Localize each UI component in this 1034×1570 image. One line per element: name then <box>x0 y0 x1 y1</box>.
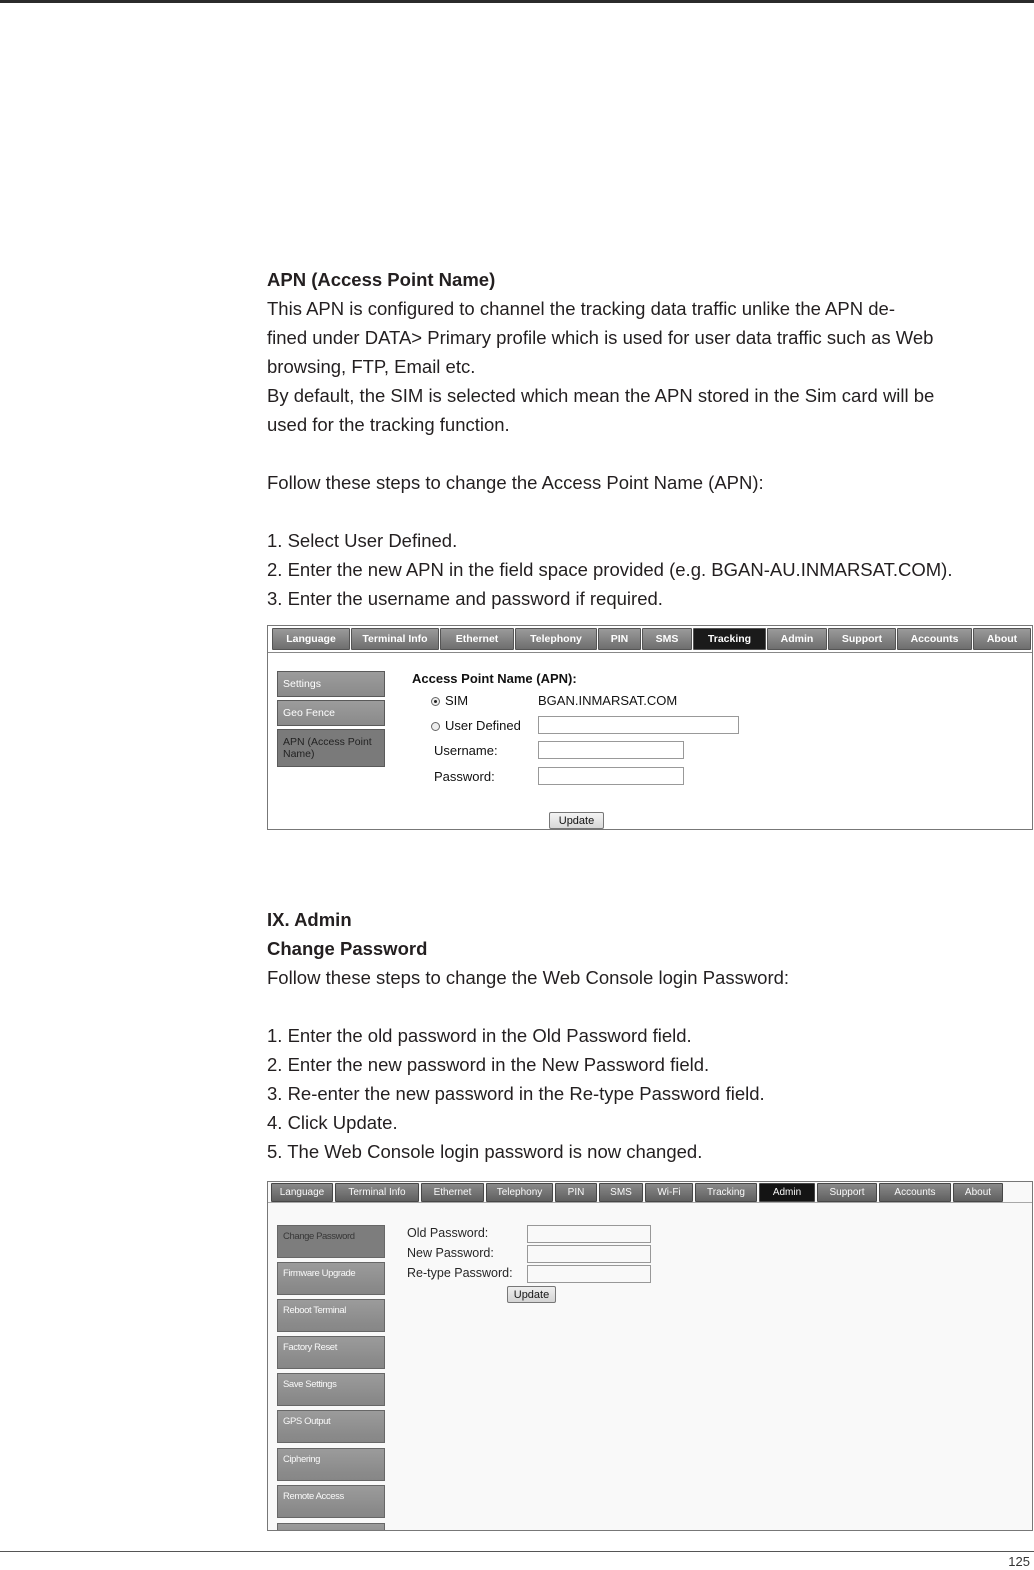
radio-user-defined[interactable] <box>431 722 440 731</box>
admin-tab-bar <box>268 1182 1032 1203</box>
sidebar-item-settings[interactable]: Settings <box>277 671 385 697</box>
sidebar-item-factory-reset[interactable]: Factory Reset <box>277 1336 385 1369</box>
admin-tab-about[interactable]: About <box>953 1183 1003 1202</box>
sidebar-item-change-password[interactable]: Change Password <box>277 1225 385 1258</box>
radio-sim[interactable] <box>431 697 440 706</box>
admin-tab-pin[interactable]: PIN <box>555 1183 597 1202</box>
bottom-rule <box>0 1551 1034 1552</box>
apn-step-3: 3. Enter the username and password if required. <box>267 588 663 609</box>
admin-step-5: 5. The Web Console login password is now changed. <box>267 1141 703 1162</box>
sidebar-item-apn[interactable]: APN (Access Point Name) <box>277 729 385 767</box>
apn-form-title: Access Point Name (APN): <box>412 671 577 686</box>
apn-step-1: 1. Select User Defined. <box>267 530 458 551</box>
apn-heading: APN (Access Point Name) <box>267 269 496 290</box>
admin-intro: Follow these steps to change the Web Console login Password: <box>267 967 790 988</box>
tab-sms[interactable]: SMS <box>642 628 692 650</box>
admin-step-2: 2. Enter the new password in the New Password field. <box>267 1054 710 1075</box>
tab-accounts[interactable]: Accounts <box>897 628 972 650</box>
radio-sim-label: SIM <box>445 693 469 708</box>
sidebar-item-gps-output[interactable]: GPS Output <box>277 1410 385 1443</box>
admin-tab-sms[interactable]: SMS <box>599 1183 643 1202</box>
apn-para2-line1: By default, the SIM is selected which mean the APN stored in the Sim card will be <box>267 385 935 406</box>
tab-terminal-info[interactable]: Terminal Info <box>351 628 439 650</box>
radio-user-defined-label: User Defined <box>445 718 521 733</box>
apn-intro: Follow these steps to change the Access Point Name (APN): <box>267 472 764 493</box>
admin-tab-accounts[interactable]: Accounts <box>879 1183 951 1202</box>
tab-tracking[interactable]: Tracking <box>693 628 766 650</box>
admin-step-1: 1. Enter the old password in the Old Password field. <box>267 1025 692 1046</box>
sidebar-item-firmware-upgrade[interactable]: Firmware Upgrade <box>277 1262 385 1295</box>
tab-support[interactable]: Support <box>828 628 896 650</box>
tab-admin[interactable]: Admin <box>767 628 827 650</box>
apn-para2-line2: used for the tracking function. <box>267 414 510 435</box>
admin-step-3: 3. Re-enter the new password in the Re-type Password field. <box>267 1083 765 1104</box>
admin-tab-language[interactable]: Language <box>271 1183 333 1202</box>
admin-tab-admin[interactable]: Admin <box>759 1183 815 1202</box>
admin-tab-telephony[interactable]: Telephony <box>486 1183 553 1202</box>
admin-step-4: 4. Click Update. <box>267 1112 398 1133</box>
password-input[interactable] <box>538 767 684 785</box>
password-label: Password: <box>434 769 495 784</box>
admin-tab-terminal-info[interactable]: Terminal Info <box>335 1183 419 1202</box>
update-button[interactable]: Update <box>549 812 604 829</box>
admin-tab-wifi[interactable]: Wi-Fi <box>645 1183 693 1202</box>
old-password-input[interactable] <box>527 1225 651 1243</box>
admin-section <box>267 905 1032 1166</box>
admin-screenshot <box>267 1181 1033 1531</box>
retype-password-label: Re-type Password: <box>407 1266 513 1280</box>
admin-tab-support[interactable]: Support <box>817 1183 877 1202</box>
apn-para1-line2: fined under DATA> Primary profile which is used for user data traffic such as Web <box>267 327 934 348</box>
tab-language[interactable]: Language <box>272 628 350 650</box>
sidebar-item-geo-fence[interactable]: Geo Fence <box>277 700 385 726</box>
username-input[interactable] <box>538 741 684 759</box>
new-password-input[interactable] <box>527 1245 651 1263</box>
admin-update-button[interactable]: Update <box>507 1286 556 1303</box>
admin-heading: IX. Admin <box>267 909 352 930</box>
new-password-label: New Password: <box>407 1246 494 1260</box>
page-number: 125 <box>1008 1554 1030 1569</box>
top-rule <box>0 0 1034 3</box>
tab-about[interactable]: About <box>973 628 1031 650</box>
apn-para1-line3: browsing, FTP, Email etc. <box>267 356 476 377</box>
sidebar-item-ciphering[interactable]: Ciphering <box>277 1448 385 1481</box>
tab-pin[interactable]: PIN <box>598 628 641 650</box>
tab-telephony[interactable]: Telephony <box>515 628 597 650</box>
admin-tab-tracking[interactable]: Tracking <box>695 1183 757 1202</box>
apn-step-2: 2. Enter the new APN in the field space provided (e.g. BGAN-AU.INMARSAT.COM). <box>267 559 953 580</box>
apn-input[interactable] <box>538 716 739 734</box>
apn-section <box>267 265 1032 613</box>
admin-tab-ethernet[interactable]: Ethernet <box>421 1183 484 1202</box>
sidebar-item-save-settings[interactable]: Save Settings <box>277 1373 385 1406</box>
sidebar-item-reboot-terminal[interactable]: Reboot Terminal <box>277 1299 385 1332</box>
old-password-label: Old Password: <box>407 1226 489 1240</box>
sim-apn-value: BGAN.INMARSAT.COM <box>538 693 678 708</box>
apn-para1-line1: This APN is configured to channel the tracking data traffic unlike the APN de- <box>267 298 895 319</box>
tracking-screenshot <box>267 625 1033 830</box>
change-password-heading: Change Password <box>267 938 428 959</box>
username-label: Username: <box>434 743 498 758</box>
sidebar-item-remote-access[interactable]: Remote Access <box>277 1485 385 1518</box>
sidebar-item-cutoff[interactable] <box>277 1523 385 1531</box>
tab-ethernet[interactable]: Ethernet <box>440 628 514 650</box>
retype-password-input[interactable] <box>527 1265 651 1283</box>
tab-bar <box>268 626 1032 653</box>
